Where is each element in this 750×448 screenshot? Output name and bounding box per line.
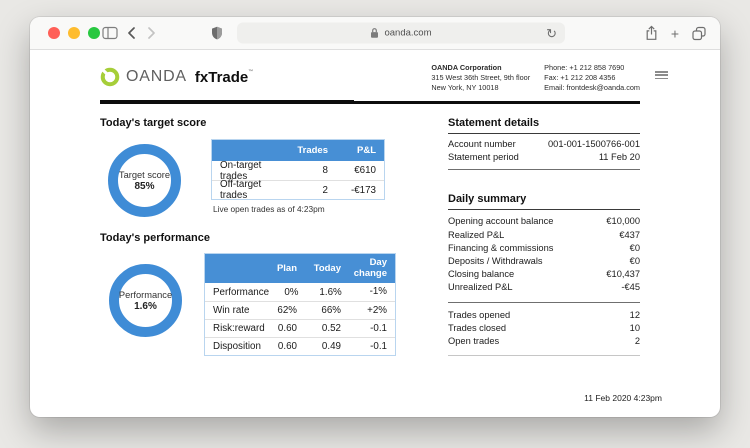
- report-timestamp: 11 Feb 2020 4:23pm: [584, 393, 662, 403]
- browser-toolbar: [30, 17, 720, 50]
- corporation-address2: New York, NY 10018: [431, 82, 499, 92]
- statement-row: Account number 001-001-1500766-001: [448, 138, 640, 151]
- trades-table-header: [212, 140, 384, 161]
- statement-details-heading: Statement details: [448, 117, 540, 130]
- page-menu-button[interactable]: [655, 71, 668, 79]
- summary-row: Opening account balance €10,000: [448, 216, 640, 227]
- summary-row: Deposits / Withdrawals €0: [448, 256, 640, 267]
- live-trades-caption: Live open trades as of 4:23pm: [213, 204, 325, 215]
- performance-donut: [109, 264, 182, 337]
- statement-details-section: [448, 117, 640, 170]
- col-plan: Plan: [276, 263, 297, 275]
- trades-table: [211, 139, 385, 200]
- table-row: On-target trades 8 €610: [220, 159, 376, 182]
- show-tabs-button[interactable]: [692, 26, 706, 40]
- plus-icon: +: [670, 25, 680, 41]
- sidebar-toggle-button[interactable]: [102, 26, 118, 40]
- donut-value: 1.6%: [134, 300, 157, 312]
- product-text: fxTrade™: [194, 68, 254, 86]
- url-text: oanda.com: [384, 27, 432, 39]
- oanda-logo: [100, 67, 253, 87]
- page-header: [100, 63, 640, 93]
- col-trades: Trades: [297, 145, 328, 157]
- donut-value: 85%: [134, 180, 155, 192]
- corporation-address1: 315 West 36th Street, 9th floor: [431, 72, 531, 82]
- corporation-info: [431, 63, 530, 93]
- col-day-change: Day change: [353, 256, 387, 279]
- daily-summary-heading: Daily summary: [448, 193, 527, 206]
- daily-summary-section: [448, 193, 640, 356]
- summary-row: Financing & commissions €0: [448, 242, 640, 253]
- reload-button[interactable]: [546, 27, 557, 40]
- summary-row: Trades closed 10: [448, 322, 640, 333]
- account-number: 001-001-1500766-001: [547, 139, 640, 150]
- chevron-right-icon: [147, 27, 156, 39]
- right-column: [448, 117, 640, 356]
- summary-row: Realized P&L €437: [448, 229, 640, 240]
- summary-row: Unrealized P&L -€45: [448, 282, 640, 293]
- browser-window: [30, 17, 720, 417]
- contact-fax: Fax: +1 212 208 4356: [544, 72, 616, 82]
- tabs-icon: [692, 26, 706, 40]
- header-rule: [100, 100, 640, 105]
- oanda-mark-icon: [100, 67, 120, 87]
- zoom-window-button[interactable]: [88, 27, 100, 39]
- chevron-left-icon: [127, 27, 136, 39]
- performance-heading: Today's performance: [100, 232, 210, 245]
- target-score-heading: Today's target score: [100, 117, 207, 130]
- forward-button[interactable]: [147, 27, 156, 39]
- address-bar[interactable]: [237, 23, 565, 44]
- summary-row: Open trades 2: [448, 336, 640, 347]
- performance-table: [204, 253, 396, 356]
- menu-icon: [655, 71, 668, 73]
- summary-row: Closing balance €10,437: [448, 269, 640, 280]
- lock-icon: [370, 28, 379, 39]
- table-row: Win rate 62% 66% +2%: [205, 301, 395, 319]
- table-row: Risk:reward 0.60 0.52 -0.1: [205, 319, 395, 337]
- contact-phone: Phone: +1 212 858 7690: [544, 63, 625, 72]
- share-button[interactable]: [645, 26, 658, 41]
- col-pnl: P&L: [357, 145, 376, 157]
- col-today: Today: [313, 263, 341, 275]
- brand-text: OANDA: [126, 68, 187, 85]
- toolbar-right-actions: [645, 26, 706, 41]
- reload-icon: ↻: [546, 25, 557, 41]
- target-score-donut: [108, 144, 181, 217]
- statement-row: Statement period 11 Feb 20: [448, 151, 640, 164]
- back-button[interactable]: [127, 27, 136, 39]
- donut-label: Performance: [118, 289, 173, 300]
- share-icon: [645, 26, 658, 41]
- trademark: ™: [248, 68, 254, 75]
- table-row: Performance 0% 1.6% -1%: [213, 286, 387, 298]
- minimize-window-button[interactable]: [68, 27, 80, 39]
- shield-icon: [211, 26, 223, 40]
- table-row: Disposition 0.60 0.49 -0.1: [205, 337, 395, 355]
- contact-email: Email: frontdesk@oanda.com: [544, 82, 640, 92]
- statement-page: [30, 50, 720, 416]
- donut-label: Target score: [118, 169, 171, 180]
- window-controls: [48, 27, 100, 39]
- contact-info: [544, 63, 640, 93]
- summary-row: Trades opened 12: [448, 309, 640, 320]
- corporation-name: OANDA Corporation: [431, 63, 502, 72]
- new-tab-button[interactable]: [669, 26, 681, 40]
- sidebar-icon: [102, 26, 118, 40]
- statement-period: 11 Feb 20: [598, 152, 640, 163]
- left-column: [100, 117, 400, 356]
- table-row: Off-target trades 2 -€173: [212, 180, 384, 199]
- performance-table-header: [205, 254, 395, 283]
- privacy-report-button[interactable]: [211, 26, 223, 40]
- close-window-button[interactable]: [48, 27, 60, 39]
